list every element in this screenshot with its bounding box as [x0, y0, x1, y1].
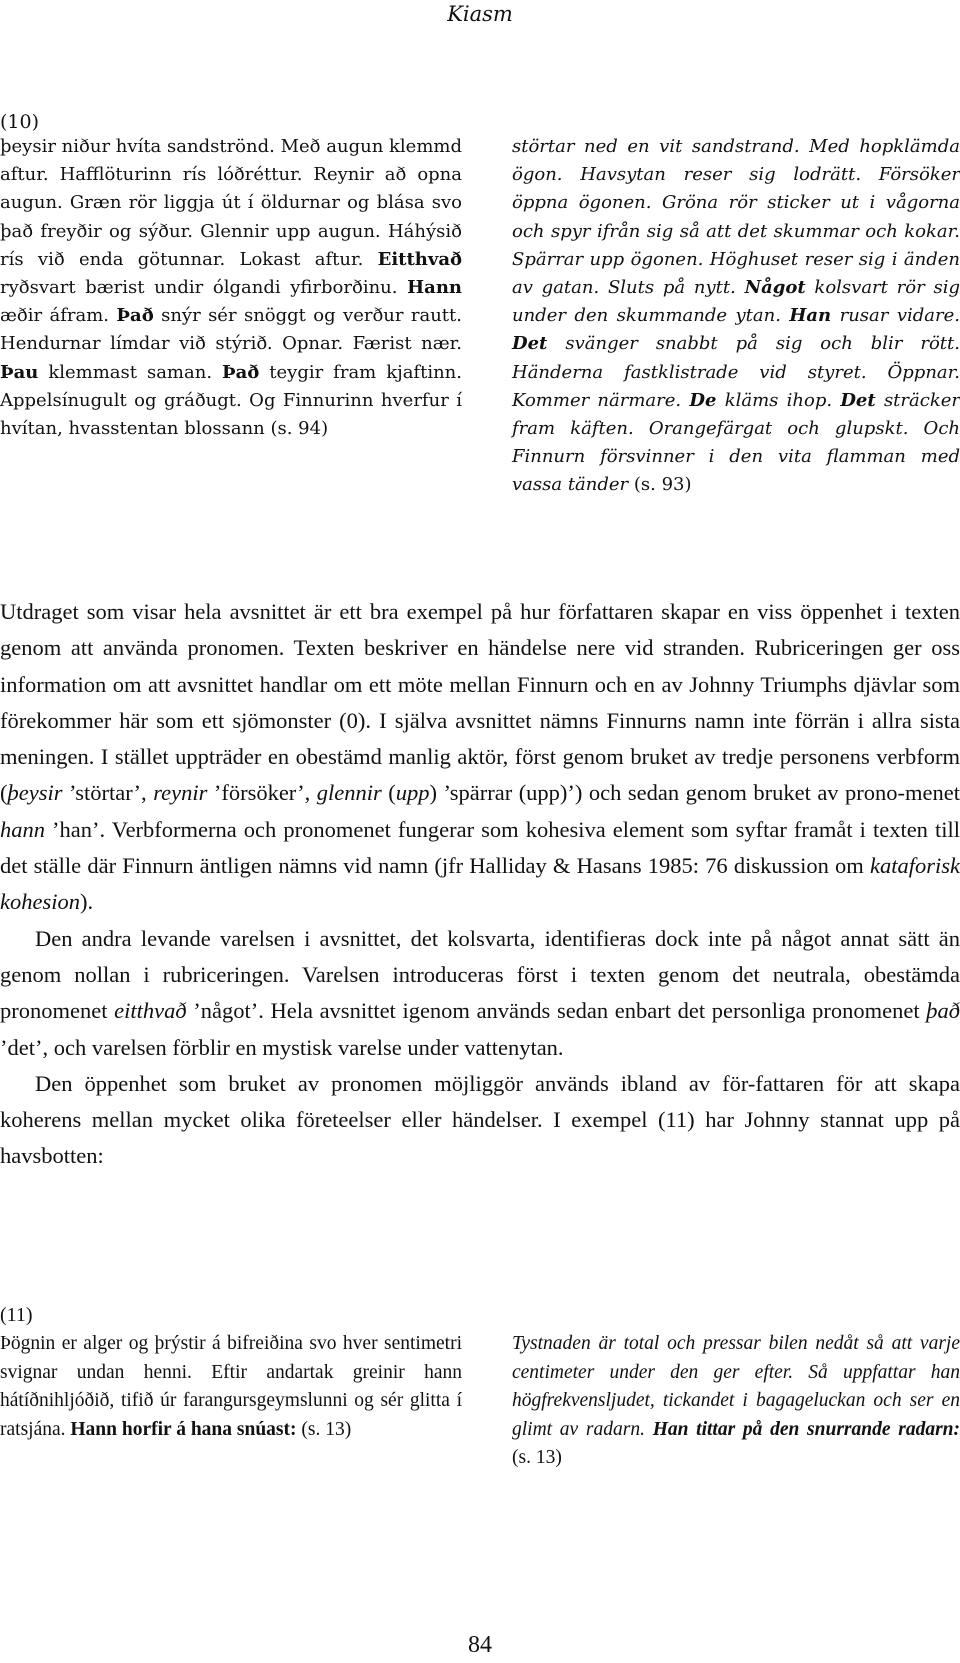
example-10-number: (10) [0, 111, 40, 133]
text-run: sträcker fram käften. Orangefärgat och glupskt. Och Finnurn försvinner i den vita flamman med vassa tänder [512, 389, 960, 496]
text-run: ryðsvart bærist undir ólgandi yfirborðinu. [0, 277, 408, 299]
text-run: klemmast saman. [38, 361, 223, 383]
text-run: æðir áfram. [0, 305, 117, 327]
text-run: teygir fram kjaftinn. Appelsínugult og gráðugt. Og Finnurinn hverfur í hvítan, hvasstentan blossann (s. 94) [0, 361, 462, 440]
text-run: (s. 93) [633, 474, 692, 496]
cited-term: þeysir [7, 780, 63, 806]
emphasized-pronoun: Eitthvað [377, 248, 462, 270]
body-paragraph-2 [0, 921, 960, 1066]
text-run: Þögnin er alger og þrýstir á bifreiðina svo hver sentimetri svignar undan henni. Eftir andartak greinir hann hátíðnihljóðið, tifið úr farangursgeymslunni og sér glitta í ratsjána. [0, 1333, 462, 1440]
emphasized-pronoun: Det [840, 389, 876, 411]
text-run: ’störtar’, [62, 780, 154, 806]
running-title: Kiasm [447, 2, 513, 26]
text-run: snýr sér snöggt og verður rautt. Hendurnar límdar við stýrið. Opnar. Færist nær. [0, 305, 462, 355]
text-run: ’något’. Hela avsnittet igenom används sedan enbart det personliga pronomenet [186, 998, 927, 1024]
example-11-swedish-translation [512, 1330, 960, 1473]
text-run: Utdraget som visar hela avsnittet är ett bra exempel på hur författaren skapar en viss öppenhet i texten genom att använda pronomen. Texten beskriver en händelse nere vid stranden. Rubriceringen ger oss information om att avsnittet handlar om ett möte mellan Finnurn och en av Johnny Triumphs djävlar som förekommer här som ett sjömonster (0). I själva avsnittet nämns Finnurns namn inte förrän i allra sista meningen. I stället uppträder en obestämd manlig aktör, först genom bruket av tredje personens verbform ( [0, 599, 960, 806]
example-11-icelandic-text [0, 1330, 462, 1444]
page-number: 84 [468, 1632, 492, 1658]
emphasized-pronoun: Det [512, 333, 548, 355]
example-10-icelandic-text [0, 133, 462, 443]
text-run: ) ’spärrar (upp)’) och sedan genom bruket av prono-menet [429, 780, 960, 806]
body-paragraph-1 [0, 594, 960, 921]
text-run: Den andra levande varelsen i avsnittet, det kolsvarta, identifieras dock inte på något annat sätt än genom nollan i rubriceringen. Varelsen introduceras först i texten genom det neutrala, obestämda pronomenet [0, 925, 960, 1024]
emphasized-pronoun: Hann horfir á hana snúast: [70, 1418, 297, 1440]
cited-term: hann [0, 816, 45, 842]
cited-term: upp [395, 780, 430, 806]
text-run: þeysir niður hvíta sandströnd. Með augun klemmd aftur. Hafflöturinn rís lóðréttur. Reynir að opna augun. Græn rör liggja út í öldurnar og blása svo það freyðir og sýður. Glennir upp augun. Háhýsið rís við enda götunnar. Lokast aftur. [0, 136, 462, 270]
text-run: rusar vidare. [831, 305, 960, 327]
emphasized-pronoun: De [689, 389, 717, 411]
text-run: ’försöker’, [207, 780, 317, 806]
emphasized-pronoun: Han tittar på den snurrande radarn: [652, 1418, 960, 1440]
body-paragraph-3 [0, 1066, 960, 1175]
text-run: Tystnaden är total och pressar bilen nedåt så att varje centimeter under den ger efter. Så uppfattar han högfrekvensljudet, tickandet i bagageluckan och ser en glimt av radarn. [512, 1333, 960, 1440]
emphasized-pronoun: Það [222, 361, 260, 383]
cited-term: glennir [316, 780, 382, 806]
text-run: (s. 13) [296, 1418, 352, 1440]
text-run: svänger snabbt på sig och blir rött. Händerna fastklistrade vid styret. Öppnar. Kommer närmare. [512, 333, 960, 411]
text-run: störtar ned en vit sandstrand. Med hopklämda ögon. Havsytan reser sig lodrätt. Försöker öppna ögonen. Gröna rör sticker ut i vågorna och spyr ifrån sig så att det skummar och kokar. Spärrar upp ögonen. Höghuset reser sig i änden av gatan. Sluts på nytt. [512, 136, 960, 299]
text-run: ’det’, och varelsen förblir en mystisk varelse under vattenytan. [0, 1034, 564, 1060]
text-run: kläms ihop. [716, 389, 841, 411]
example-10-swedish-translation [512, 133, 960, 500]
cited-term: eitthvað [114, 998, 187, 1024]
emphasized-pronoun: Något [744, 277, 806, 299]
text-run: Den öppenhet som bruket av pronomen möjliggör används ibland av för-fattaren för att skapa koherens mellan mycket olika företeelser eller händelser. I exempel (11) har Johnny stannat upp på havsbotten: [0, 1070, 960, 1169]
text-run: ). [79, 889, 94, 915]
text-run: ’han’. Verbformerna och pronomenet fungerar som kohesiva element som syftar framåt i texten till det ställe där Finnurn äntligen nämns vid namn (jfr Halliday & Hasans 1985: 76 diskussion om [0, 816, 960, 879]
text-run: ( [381, 780, 396, 806]
cited-term: það [926, 998, 960, 1024]
cited-term: reynir [153, 780, 208, 806]
text-run: (s. 13) [512, 1447, 562, 1469]
emphasized-pronoun: Þau [0, 361, 39, 383]
emphasized-pronoun: Hann [407, 277, 462, 299]
cited-term: kataforisk kohesion [0, 853, 960, 915]
example-11-number: (11) [0, 1304, 33, 1326]
emphasized-pronoun: Það [116, 305, 154, 327]
text-run: kolsvart rör sig under den skummande ytan. [512, 277, 960, 327]
emphasized-pronoun: Han [789, 305, 832, 327]
body-text [0, 594, 960, 1175]
